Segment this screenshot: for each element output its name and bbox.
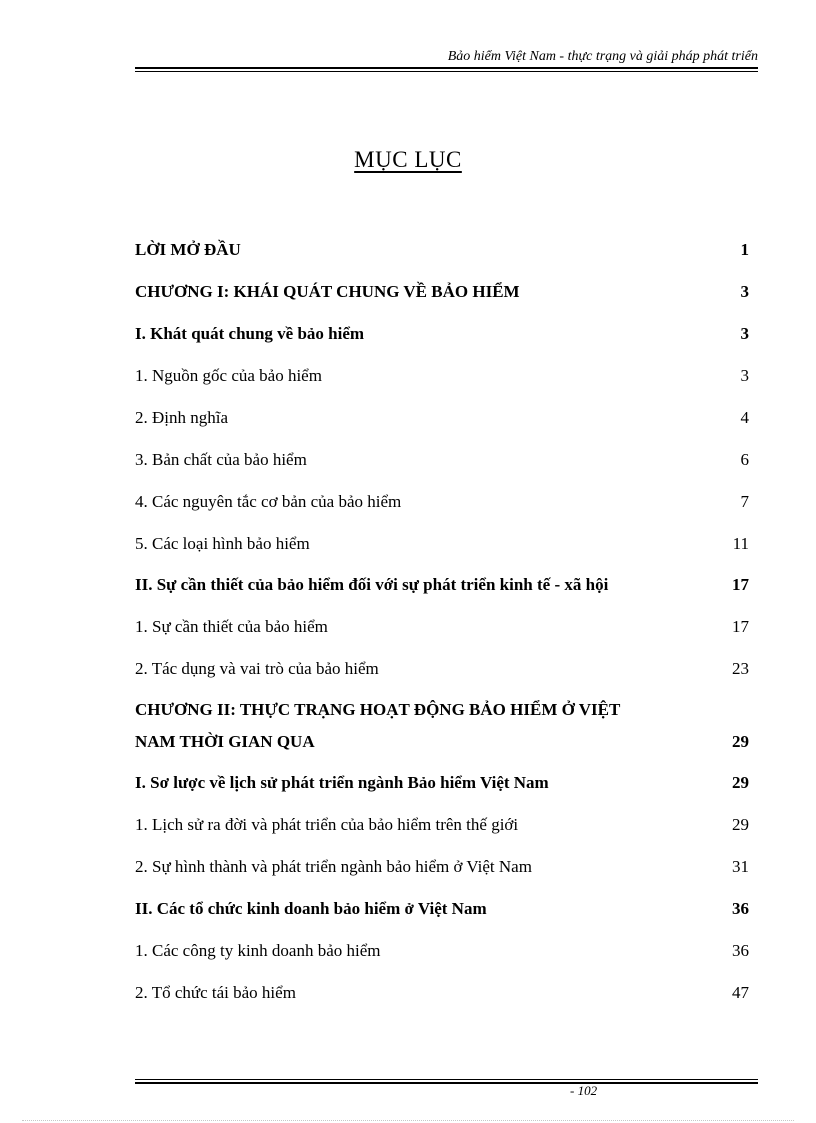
- toc-entry-page: 31: [732, 857, 749, 876]
- footer-rule-thick: [135, 1082, 758, 1084]
- toc-entry[interactable]: [135, 402, 749, 434]
- toc-entry-label: 2. Tổ chức tái bảo hiểm: [135, 983, 296, 1002]
- toc-entry-label: CHƯƠNG II: THỰC TRẠNG HOẠT ĐỘNG BẢO HIỂM Ở VIỆT: [135, 700, 621, 719]
- toc-entry[interactable]: [135, 767, 749, 799]
- toc-entry[interactable]: [135, 726, 749, 758]
- toc-entry-page: 47: [732, 983, 749, 1002]
- toc-entry-page: 1: [740, 240, 749, 259]
- footer-rule-thin: [135, 1079, 758, 1080]
- toc-entry-page: 3: [740, 282, 749, 301]
- toc-entry[interactable]: [135, 276, 749, 308]
- toc-entry-page: 7: [740, 492, 749, 511]
- toc-entry[interactable]: [135, 694, 749, 726]
- toc-entry-label: 1. Lịch sử ra đời và phát triển của bảo hiểm trên thế giới: [135, 815, 519, 834]
- toc-entry-label: NAM THỜI GIAN QUA: [135, 732, 315, 751]
- toc-entry-page: 11: [732, 534, 749, 553]
- toc-entry-page: 17: [732, 575, 749, 594]
- footer-page-number: - 102: [570, 1083, 598, 1098]
- page-title: MỤC LỤC: [354, 147, 462, 172]
- toc-entry-label: 1. Sự cần thiết của bảo hiểm: [135, 617, 328, 636]
- page-edge-dotted-line: [22, 1120, 794, 1121]
- toc-entry[interactable]: [135, 569, 749, 601]
- toc-entry-label: 2. Sự hình thành và phát triển ngành bảo hiểm ở Việt Nam: [135, 857, 532, 876]
- toc-entry-page: 3: [740, 324, 749, 343]
- toc-entry-page: 36: [732, 899, 749, 918]
- toc-entry-page: 4: [740, 408, 749, 427]
- toc-entry-label: 4. Các nguyên tắc cơ bản của bảo hiểm: [135, 492, 402, 511]
- toc-entry-label: II. Sự cần thiết của bảo hiểm đối với sự phát triển kinh tế - xã hội: [135, 575, 609, 594]
- toc-entry[interactable]: [135, 809, 749, 841]
- toc-entry[interactable]: [135, 935, 749, 967]
- toc-entry-label: 1. Nguồn gốc của bảo hiểm: [135, 366, 322, 385]
- toc-entry-page: 29: [732, 815, 749, 834]
- header-title: Bảo hiểm Việt Nam - thực trạng và giải pháp phát triển: [447, 49, 758, 64]
- toc-entry-page: 29: [732, 773, 749, 792]
- toc-entry-label: 2. Tác dụng và vai trò của bảo hiểm: [135, 659, 379, 678]
- toc-entry-page: 17: [732, 617, 749, 636]
- toc-entry[interactable]: [135, 528, 749, 560]
- toc-entry[interactable]: [135, 893, 749, 925]
- toc-entry-page: 6: [740, 450, 749, 469]
- header-rule-thin: [135, 71, 758, 72]
- toc-entry[interactable]: [135, 318, 749, 350]
- toc-entry-label: I. Sơ lược về lịch sử phát triển ngành Bảo hiểm Việt Nam: [135, 773, 549, 792]
- toc-entry[interactable]: [135, 653, 749, 685]
- toc-entry[interactable]: [135, 977, 749, 1009]
- toc-entry[interactable]: [135, 234, 749, 266]
- toc-entry-label: 3. Bản chất của bảo hiểm: [135, 450, 307, 469]
- toc-entry-label: LỜI MỞ ĐẦU: [135, 240, 241, 259]
- toc-entry[interactable]: [135, 851, 749, 883]
- toc-entry-label: 2. Định nghĩa: [135, 408, 229, 427]
- toc-entry-label: I. Khát quát chung về bảo hiểm: [135, 324, 365, 343]
- toc-entry[interactable]: [135, 486, 749, 518]
- toc-entry-page: 3: [740, 366, 749, 385]
- toc-entry-label: CHƯƠNG I: KHÁI QUÁT CHUNG VỀ BẢO HIỂM: [135, 282, 520, 301]
- toc-entry-page: 29: [732, 732, 749, 751]
- toc-entry[interactable]: [135, 360, 749, 392]
- toc-entry-page: 36: [732, 941, 749, 960]
- toc-entry-page: 23: [732, 659, 749, 678]
- header-rule-thick: [135, 67, 758, 69]
- toc-entry[interactable]: [135, 611, 749, 643]
- toc-entry[interactable]: [135, 444, 749, 476]
- toc-entry-label: 5. Các loại hình bảo hiểm: [135, 534, 310, 553]
- toc-entry-label: II. Các tổ chức kinh doanh bảo hiểm ở Việt Nam: [135, 899, 487, 918]
- toc-entry-label: 1. Các công ty kinh doanh bảo hiểm: [135, 941, 381, 960]
